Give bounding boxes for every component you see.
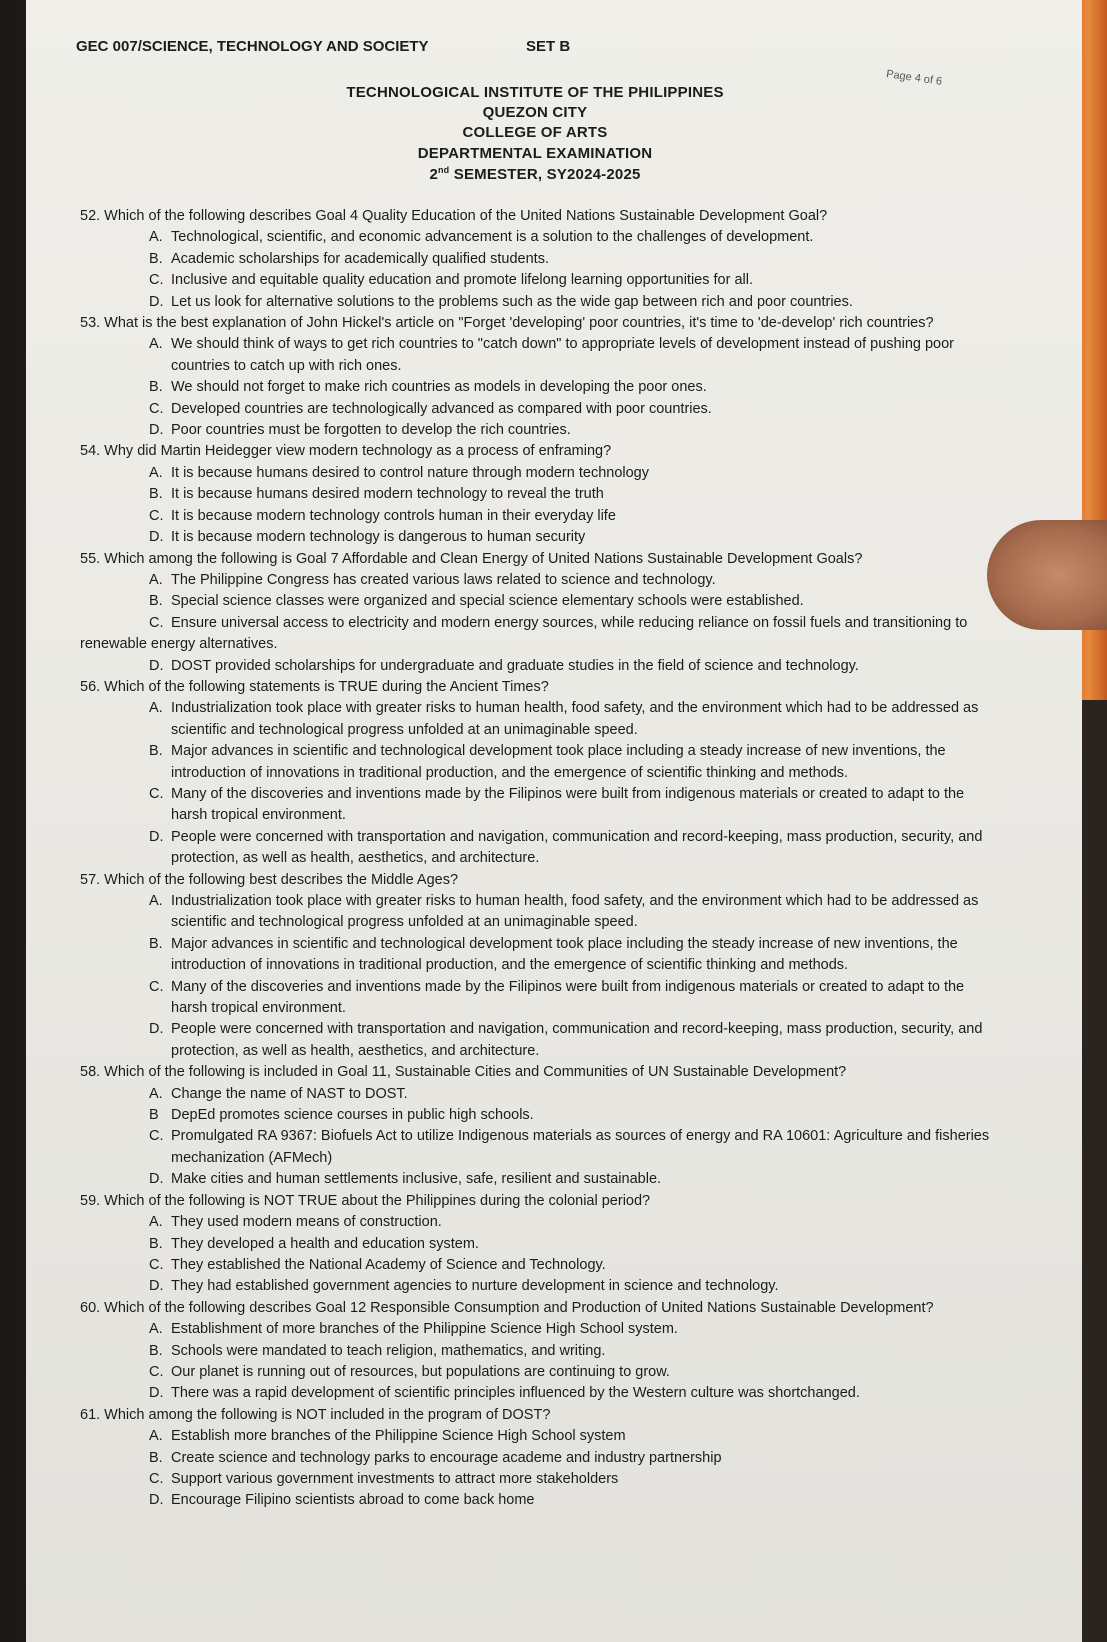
question-text: 56. Which of the following statements is TRUE during the Ancient Times? xyxy=(80,678,549,695)
option-label: A. xyxy=(149,336,163,353)
option-text: It is because humans desired to control nature through modern technology xyxy=(171,464,649,481)
option-text: They established the National Academy of Science and Technology. xyxy=(171,1256,606,1273)
answer-option xyxy=(149,934,1000,977)
option-label: C. xyxy=(149,785,164,802)
option-label: A. xyxy=(149,1428,163,1445)
option-label: B. xyxy=(149,1342,163,1359)
option-text: Academic scholarships for academically qualified students. xyxy=(171,250,549,267)
option-label: B. xyxy=(149,743,163,760)
option-label: A. xyxy=(149,700,163,717)
answer-option xyxy=(149,656,1000,677)
answer-option xyxy=(149,1276,1000,1297)
option-label: D. xyxy=(149,657,164,674)
answer-option xyxy=(149,1126,1000,1169)
answer-option xyxy=(149,527,1000,548)
option-label: B. xyxy=(149,379,163,396)
option-label: D. xyxy=(149,1385,164,1402)
answer-option xyxy=(149,1169,1000,1190)
option-label: D. xyxy=(149,422,164,439)
question-text: 55. Which among the following is Goal 7 Affordable and Clean Energy of United Nations Sustainable Development Goals? xyxy=(80,550,863,567)
answer-option xyxy=(149,1341,1000,1362)
answer-option xyxy=(149,591,1000,612)
option-label: B. xyxy=(149,1449,163,1466)
option-label: A. xyxy=(149,1214,163,1231)
option-text: It is because humans desired modern technology to reveal the truth xyxy=(171,486,604,503)
option-text: Major advances in scientific and technological development took place including a steady increase of new inventions, the introduction of innovations in traditional production, and the emergence of scientific thinking and methods. xyxy=(171,743,946,781)
semester-text: SEMESTER, SY2024-2025 xyxy=(449,166,641,183)
option-text: Industrialization took place with greater risks to human health, food safety, and the environment which had to be addressed as scientific and technological progress unfolded at an unimaginable speed. xyxy=(171,700,979,738)
answer-option xyxy=(149,227,1000,248)
semester-number: 2 xyxy=(429,166,438,183)
question-text: 60. Which of the following describes Goal 12 Responsible Consumption and Production of United Nations Sustainable Development? xyxy=(80,1299,934,1316)
option-text: Let us look for alternative solutions to the problems such as the wide gap between rich and poor countries. xyxy=(171,293,853,310)
option-text: People were concerned with transportation and navigation, communication and record-keeping, mass production, security, and protection, as well as health, aesthetics, and architecture. xyxy=(171,1021,983,1059)
option-text: Create science and technology parks to encourage academe and industry partnership xyxy=(171,1449,722,1466)
answer-option xyxy=(149,977,1000,1020)
exam-title: DEPARTMENTAL EXAMINATION xyxy=(417,145,653,162)
answer-option xyxy=(149,1490,1000,1511)
option-label: A. xyxy=(149,1085,163,1102)
option-text: We should not forget to make rich countries as models in developing the poor ones. xyxy=(171,379,707,396)
institute-name: TECHNOLOGICAL INSTITUTE OF THE PHILIPPINES xyxy=(346,84,724,101)
answer-option xyxy=(149,570,1000,591)
option-label: D. xyxy=(149,1492,164,1509)
option-text: It is because modern technology is dangerous to human security xyxy=(171,529,586,546)
option-label: A. xyxy=(149,464,163,481)
course-title: GEC 007/SCIENCE, TECHNOLOGY AND SOCIETY xyxy=(76,38,429,55)
question-text: 53. What is the best explanation of John Hickel's article on "Forget 'developing' poor countries, it's time to 'de-develop' rich countries? xyxy=(80,315,934,332)
option-text: DepEd promotes science courses in public high schools. xyxy=(171,1107,534,1124)
option-text: Our planet is running out of resources, but populations are continuing to grow. xyxy=(171,1363,670,1380)
option-text: People were concerned with transportation and navigation, communication and record-keeping, mass production, security, and protection, as well as health, aesthetics, and architecture. xyxy=(171,828,983,867)
option-text: They used modern means of construction. xyxy=(171,1214,442,1231)
answer-option xyxy=(149,1234,1000,1255)
answer-option xyxy=(149,1469,1000,1490)
semester-line xyxy=(0,165,1070,183)
option-text: Industrialization took place with greater risks to human health, food safety, and the environment which had to be addressed as scientific and technological progress unfolded at an unimaginable speed. xyxy=(171,893,979,931)
option-text: Major advances in scientific and technological development took place including the steady increase of new inventions, the introduction of innovations in traditional production, and the emergence of scientific thinking and methods. xyxy=(171,935,958,974)
question-text: 58. Which of the following is included in Goal 11, Sustainable Cities and Communities of UN Sustainable Development? xyxy=(80,1064,847,1081)
option-text: DOST provided scholarships for undergraduate and graduate studies in the field of science and technology. xyxy=(171,657,859,674)
answer-option xyxy=(149,292,1000,313)
question-text: 52. Which of the following describes Goal 4 Quality Education of the United Nations Sustainable Development Goal? xyxy=(80,208,828,224)
answer-option xyxy=(149,1105,1000,1126)
question-text: 59. Which of the following is NOT TRUE about the Philippines during the colonial period? xyxy=(80,1192,651,1209)
answer-option xyxy=(149,1448,1000,1469)
option-label: C. xyxy=(149,1470,164,1487)
option-label: C. xyxy=(149,507,164,524)
answer-option xyxy=(149,741,1000,784)
answer-option xyxy=(149,1383,1000,1404)
option-label: C. xyxy=(149,978,164,995)
city-name: QUEZON CITY xyxy=(482,104,588,121)
answer-option xyxy=(149,613,1000,634)
option-text: Technological, scientific, and economic advancement is a solution to the challenges of development. xyxy=(171,229,814,246)
option-text: We should think of ways to get rich countries to "catch down" to appropriate levels of development instead of pushing poor countries to catch up with rich ones. xyxy=(171,336,955,374)
option-label: A. xyxy=(149,571,163,588)
answer-option xyxy=(149,463,1000,484)
option-label: C. xyxy=(149,400,164,417)
option-text: Many of the discoveries and inventions made by the Filipinos were built from indigenous materials or created to adapt to the harsh tropical environment. xyxy=(171,785,965,824)
answer-option xyxy=(149,1255,1000,1276)
answer-option xyxy=(149,891,1000,934)
option-label: A. xyxy=(149,229,163,246)
option-text: Establish more branches of the Philippine Science High School system xyxy=(171,1428,626,1445)
option-label: C. xyxy=(149,1128,164,1145)
option-label: D. xyxy=(149,828,164,845)
option-label: B. xyxy=(149,250,163,267)
option-label: B. xyxy=(149,593,163,610)
answer-option xyxy=(80,634,1000,655)
option-label: B. xyxy=(149,486,163,503)
question-text: 54. Why did Martin Heidegger view modern technology as a process of enframing? xyxy=(80,443,612,460)
question-list xyxy=(80,206,1000,1512)
option-text: Encourage Filipino scientists abroad to come back home xyxy=(171,1492,535,1509)
answer-option xyxy=(149,1019,1000,1062)
option-label: A. xyxy=(149,893,163,909)
option-text: Ensure universal access to electricity and modern energy sources, while reducing reliance on fossil fuels and transitioning to xyxy=(171,614,968,631)
option-label: C. xyxy=(149,1363,164,1380)
answer-option xyxy=(149,1212,1000,1233)
option-text: They developed a health and education system. xyxy=(171,1235,479,1252)
option-text: Make cities and human settlements inclusive, safe, resilient and sustainable. xyxy=(171,1171,662,1188)
option-label: C. xyxy=(149,272,164,289)
option-text: Poor countries must be forgotten to develop the rich countries. xyxy=(171,422,571,439)
page-number: Page 4 of 6 xyxy=(885,68,943,88)
option-label: D. xyxy=(149,529,164,546)
option-label: D. xyxy=(149,293,164,310)
option-text: Support various government investments to attract more stakeholders xyxy=(171,1470,619,1487)
answer-option xyxy=(149,506,1000,527)
option-text: Many of the discoveries and inventions made by the Filipinos were built from indigenous materials or created to adapt to the harsh tropical environment. xyxy=(171,978,965,1017)
answer-option xyxy=(149,827,1000,870)
option-text: Promulgated RA 9367: Biofuels Act to utilize Indigenous materials as sources of energy and RA 10601: Agriculture and fisheries mechanization (AFMech) xyxy=(171,1128,990,1166)
answer-option xyxy=(149,784,1000,827)
option-label: D. xyxy=(149,1171,164,1188)
option-text: They had established government agencies to nurture development in science and technology. xyxy=(171,1278,779,1295)
answer-option xyxy=(149,399,1000,420)
option-text: The Philippine Congress has created various laws related to science and technology. xyxy=(171,571,716,588)
option-label: B xyxy=(149,1107,159,1124)
option-label: D. xyxy=(149,1278,164,1295)
answer-option xyxy=(149,1084,1000,1105)
option-label: C. xyxy=(149,614,164,631)
option-text: Developed countries are technologically advanced as compared with poor countries. xyxy=(171,400,712,417)
answer-option xyxy=(149,270,1000,291)
answer-option xyxy=(149,1319,1000,1340)
answer-option xyxy=(149,1362,1000,1383)
question-text: 57. Which of the following best describes the Middle Ages? xyxy=(80,871,459,888)
answer-option xyxy=(149,377,1000,398)
option-label: A. xyxy=(149,1321,163,1338)
answer-option xyxy=(149,420,1000,441)
answer-option xyxy=(149,334,1000,377)
option-text: Change the name of NAST to DOST. xyxy=(171,1085,408,1102)
option-label: B. xyxy=(149,935,163,952)
option-label: B. xyxy=(149,1235,163,1252)
option-label: C. xyxy=(149,1256,164,1273)
option-label: D. xyxy=(149,1021,164,1038)
option-text: Schools were mandated to teach religion, mathematics, and writing. xyxy=(171,1342,606,1359)
answer-option xyxy=(149,484,1000,505)
option-text: There was a rapid development of scientific principles influenced by the Western culture was shortchanged. xyxy=(171,1385,860,1402)
semester-suffix: nd xyxy=(437,165,450,175)
college-name: COLLEGE OF ARTS xyxy=(462,124,608,141)
option-text: Establishment of more branches of the Philippine Science High School system. xyxy=(171,1321,678,1338)
answer-option xyxy=(149,249,1000,270)
option-text: Inclusive and equitable quality education and promote lifelong learning opportunities for all. xyxy=(171,272,753,289)
set-label: SET B xyxy=(526,38,571,55)
answer-option xyxy=(149,1426,1000,1447)
question-text: 61. Which among the following is NOT included in the program of DOST? xyxy=(80,1406,551,1423)
option-text: Special science classes were organized and special science elementary schools were established. xyxy=(171,593,804,610)
option-text: renewable energy alternatives. xyxy=(80,636,278,653)
option-text: It is because modern technology controls human in their everyday life xyxy=(171,507,616,524)
answer-option xyxy=(149,698,1000,741)
